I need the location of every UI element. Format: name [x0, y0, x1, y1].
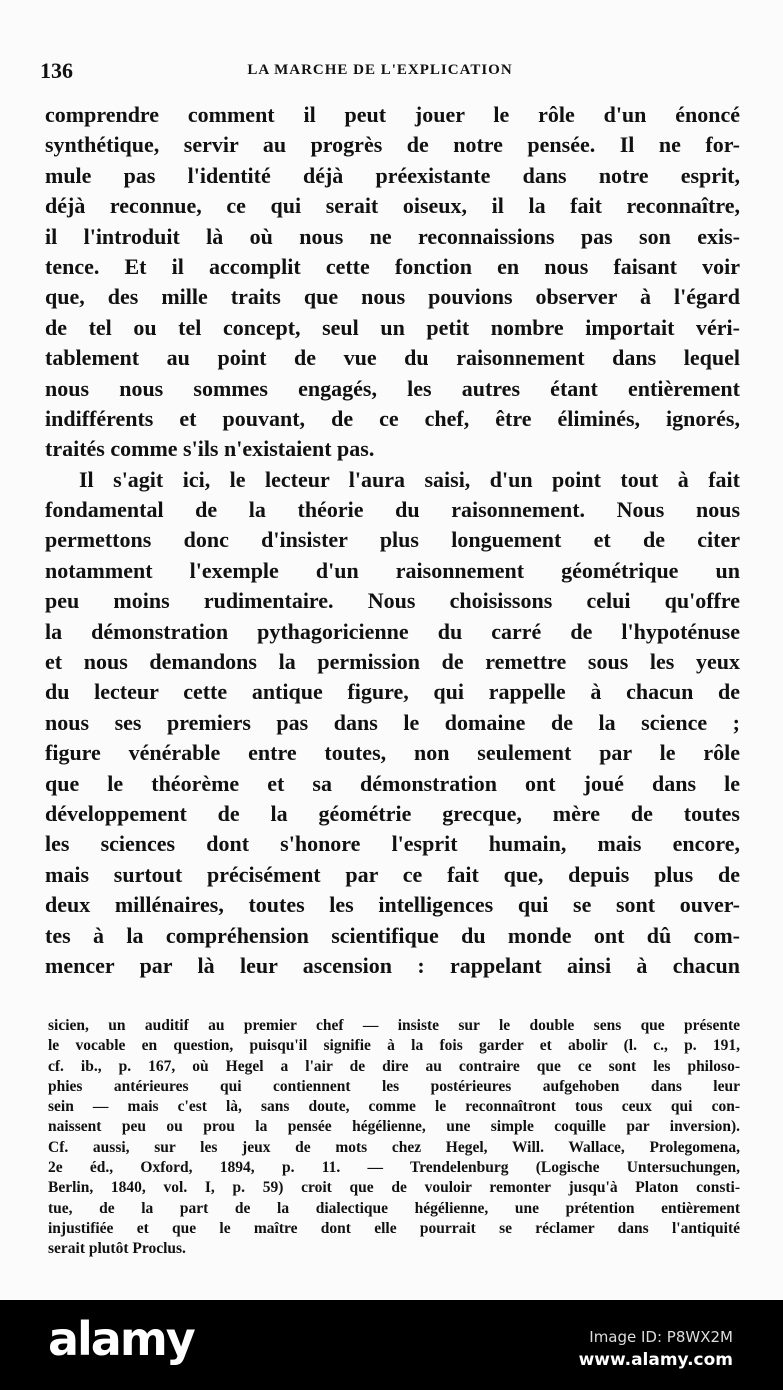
footnote-line: cf. ib., p. 167, où Hegel a l'air de dire au contraire que ce sont les philoso- [48, 1057, 740, 1075]
footnote [48, 1016, 740, 1260]
footnote-line: 2e éd., Oxford, 1894, p. 11. — Trendelenburg (Logische Untersuchungen, [48, 1159, 740, 1177]
footnote-line: injustifiée et que le maître dont elle pourrait se réclamer dans l'antiquité [48, 1219, 740, 1237]
body-text [45, 100, 740, 981]
watermark-bar [0, 1300, 783, 1390]
body-line: Il s'agit ici, le lecteur l'aura saisi, d'un point tout à fait [79, 466, 740, 492]
body-line: nous ses premiers pas dans le domaine de la science ; [45, 709, 740, 735]
image-id: Image ID: P8WX2M [589, 1328, 733, 1346]
footnote-line: phies antérieures qui contiennent les postérieures aufgehoben dans leur [48, 1077, 740, 1095]
alamy-logo: alamy [48, 1312, 194, 1366]
body-line: deux millénaires, toutes les intelligences qui se sont ouver- [45, 892, 740, 918]
footnote-line: le vocable en question, puisqu'il signifie à la fois garder et abolir (l. c., p. 191, [48, 1037, 740, 1055]
body-line: tence. Et il accomplit cette fonction en nous faisant voir [45, 253, 740, 279]
body-line: de tel ou tel concept, seul un petit nombre importait véri- [45, 314, 740, 340]
footnote-line: tue, de la part de la dialectique hégélienne, une prétention entièrement [48, 1199, 740, 1217]
footnote-line: naissent peu ou prou la pensée hégélienne, une simple coquille par inversion). [48, 1118, 740, 1136]
body-line: tablement au point de vue du raisonnement dans lequel [45, 345, 740, 371]
body-line: peu moins rudimentaire. Nous choisissons celui qu'offre [45, 588, 740, 614]
body-line: déjà reconnue, ce qui serait oiseux, il la fait reconnaître, [45, 193, 740, 219]
body-line: mule pas l'identité déjà préexistante dans notre esprit, [45, 162, 740, 188]
body-line: figure vénérable entre toutes, non seulement par le rôle [45, 740, 740, 766]
body-line: et nous demandons la permission de remettre sous les yeux [45, 649, 740, 675]
body-line: mais surtout précisément par ce fait que, depuis plus de [45, 861, 740, 887]
body-line: que, des mille traits que nous pouvions observer à l'égard [45, 284, 740, 310]
body-line: indifférents et pouvant, de ce chef, être éliminés, ignorés, [45, 405, 740, 431]
footnote-line: sicien, un auditif au premier chef — insiste sur le double sens que présente [48, 1017, 740, 1034]
body-line: permettons donc d'insister plus longuement et de citer [45, 527, 740, 553]
body-line: la démonstration pythagoricienne du carré de l'hypoténuse [45, 618, 740, 644]
footnote-line: Cf. aussi, sur les jeux de mots chez Hegel, Will. Wallace, Prolegomena, [48, 1138, 740, 1156]
body-line: notamment l'exemple d'un raisonnement géométrique un [45, 557, 740, 583]
body-line: comprendre comment il peut jouer le rôle d'un énoncé [45, 102, 740, 127]
body-line: traités comme s'ils n'existaient pas. [45, 436, 375, 462]
footnote-line: sein — mais c'est là, sans doute, comme le reconnaîtront tous ceux qui con- [48, 1098, 740, 1116]
body-line: il l'introduit là où nous ne reconnaissions pas son exis- [45, 223, 740, 249]
footnote-line: Berlin, 1840, vol. I, p. 59) croit que de vouloir remonter jusqu'à Platon consti- [48, 1179, 740, 1197]
footnote-line: serait plutôt Proclus. [48, 1240, 186, 1258]
body-line: tes à la compréhension scientifique du monde ont dû com- [45, 922, 740, 948]
body-line: synthétique, servir au progrès de notre pensée. Il ne for- [45, 132, 740, 158]
body-line: du lecteur cette antique figure, qui rappelle à chacun de [45, 679, 740, 705]
page-number: 136 [40, 58, 73, 83]
body-line: développement de la géométrie grecque, mère de toutes [45, 800, 740, 826]
body-line: nous nous sommes engagés, les autres étant entièrement [45, 375, 740, 401]
body-line: que le théorème et sa démonstration ont joué dans le [45, 770, 740, 796]
body-line: mencer par là leur ascension : rappelant ainsi à chacun [45, 952, 740, 978]
body-line: fondamental de la théorie du raisonnement. Nous nous [45, 497, 740, 523]
site-url: www.alamy.com [578, 1350, 733, 1370]
body-line: les sciences dont s'honore l'esprit humain, mais encore, [45, 831, 740, 857]
running-title: LA MARCHE DE L'EXPLICATION [247, 62, 513, 78]
